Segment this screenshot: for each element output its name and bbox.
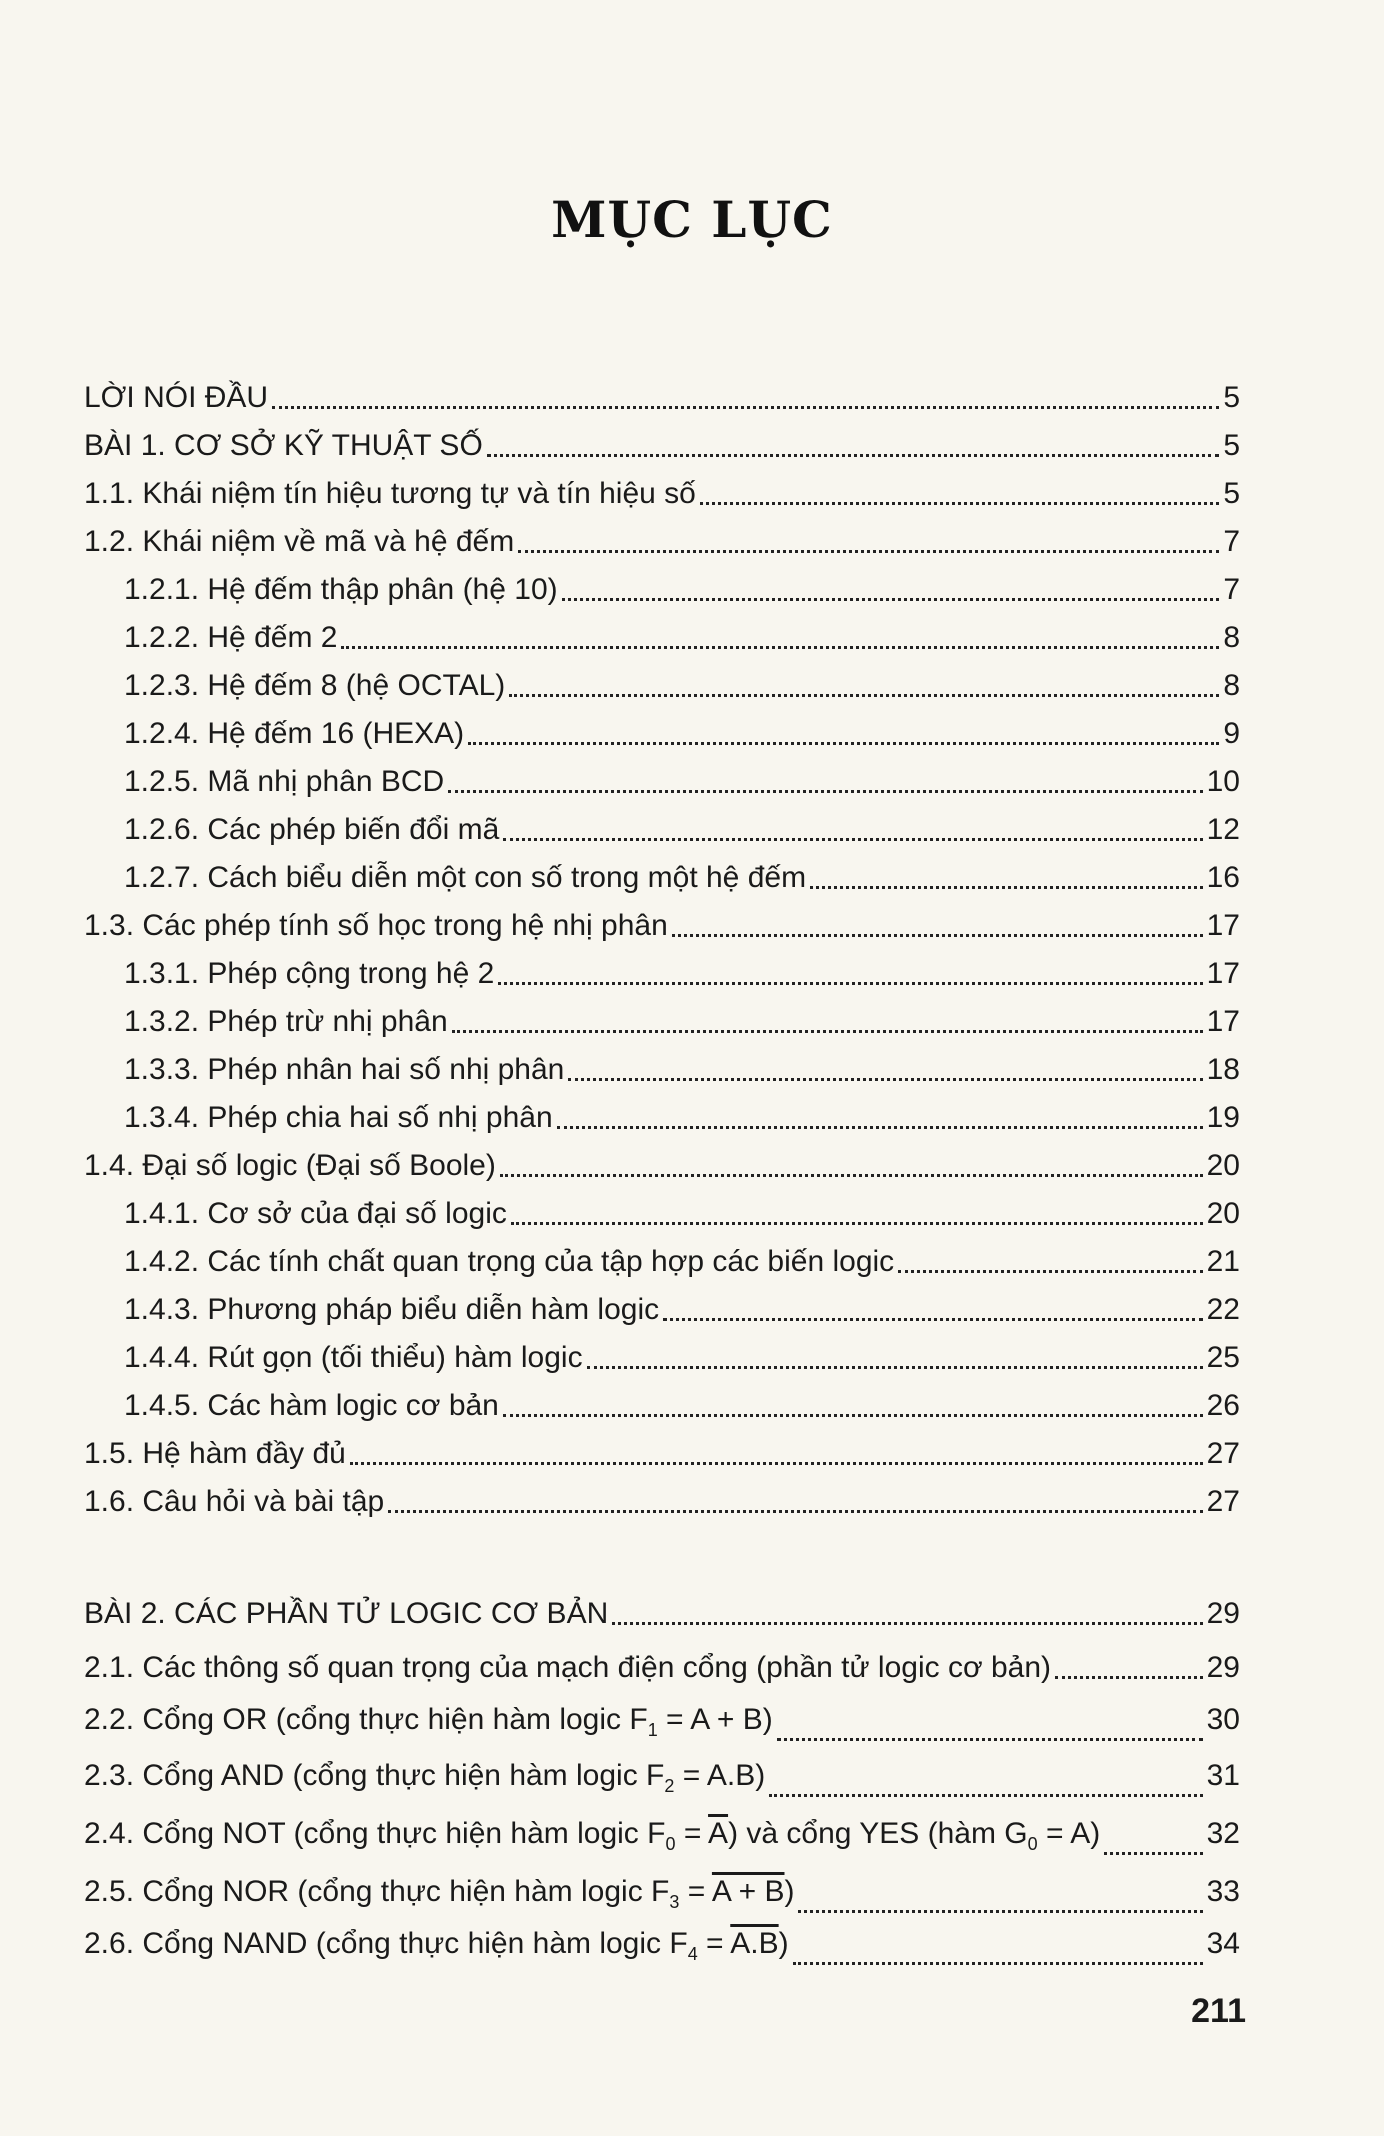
toc-entry-label: 2.5. Cổng NOR (cổng thực hiện hàm logic $F_3 = A + B$) bbox=[84, 1875, 795, 1912]
leader-dots bbox=[341, 645, 1219, 649]
toc-entry bbox=[84, 1146, 1240, 1186]
toc-entry-label: 1.4.3. Phương pháp biểu diễn hàm logic bbox=[124, 1293, 660, 1326]
leader-dots bbox=[798, 1909, 1202, 1913]
toc-entry-page: 26 bbox=[1206, 1389, 1240, 1422]
toc-entry bbox=[84, 1700, 1240, 1750]
overlined-expression: A + B bbox=[711, 1875, 785, 1908]
leader-dots bbox=[518, 549, 1219, 553]
toc-entry-page: 22 bbox=[1206, 1293, 1240, 1326]
toc-entry bbox=[84, 1482, 1240, 1522]
toc-entry-label: 1.6. Câu hỏi và bài tập bbox=[84, 1485, 385, 1518]
toc-entry-label: 1.2.2. Hệ đếm 2 bbox=[124, 621, 338, 654]
toc-entry-label: 2.6. Cổng NAND (cổng thực hiện hàm logic $F_4 = A.B$) bbox=[84, 1927, 789, 1964]
overlined-expression: A.B bbox=[730, 1927, 779, 1960]
toc-entry-page: 31 bbox=[1206, 1759, 1240, 1792]
toc-entry-page: 16 bbox=[1206, 861, 1240, 894]
toc-entry bbox=[84, 1648, 1240, 1688]
toc-entry-page: 25 bbox=[1206, 1341, 1240, 1374]
toc-entry-label: 1.2.3. Hệ đếm 8 (hệ OCTAL) bbox=[124, 669, 506, 702]
leader-dots bbox=[498, 981, 1202, 985]
toc-entry-page: 18 bbox=[1206, 1053, 1240, 1086]
toc-entry-page: 9 bbox=[1223, 717, 1240, 750]
toc-entry bbox=[124, 1002, 1240, 1042]
toc-entry-page: 32 bbox=[1206, 1817, 1240, 1850]
leader-dots bbox=[612, 1621, 1202, 1625]
toc-entry-label: 1.2.5. Mã nhị phân BCD bbox=[124, 765, 445, 798]
toc-entry-page: 12 bbox=[1206, 813, 1240, 846]
toc-entry bbox=[84, 906, 1240, 946]
toc-entry bbox=[124, 1290, 1240, 1330]
leader-dots bbox=[672, 933, 1203, 937]
toc-entry bbox=[124, 714, 1240, 754]
toc-entry-page: 21 bbox=[1206, 1245, 1240, 1278]
toc-entry-page: 17 bbox=[1206, 1005, 1240, 1038]
toc-entry-page: 27 bbox=[1206, 1437, 1240, 1470]
toc-entry bbox=[124, 1338, 1240, 1378]
leader-dots bbox=[503, 837, 1202, 841]
leader-dots bbox=[793, 1961, 1203, 1965]
toc-entry-label: 1.2. Khái niệm về mã và hệ đếm bbox=[84, 525, 515, 558]
toc-entry-label: 1.2.7. Cách biểu diễn một con số trong một hệ đếm bbox=[124, 861, 807, 894]
toc-entry-label: 2.2. Cổng OR (cổng thực hiện hàm logic $F_1 = A + B$) bbox=[84, 1703, 773, 1740]
leader-dots bbox=[562, 597, 1220, 601]
leader-dots bbox=[487, 453, 1220, 457]
leader-dots bbox=[1104, 1851, 1202, 1855]
toc-entry-page: 30 bbox=[1206, 1703, 1240, 1736]
leader-dots bbox=[769, 1793, 1202, 1797]
toc-entry bbox=[84, 1594, 1240, 1634]
leader-dots bbox=[468, 741, 1219, 745]
toc-entry bbox=[84, 426, 1240, 466]
toc-entry-page: 20 bbox=[1206, 1197, 1240, 1230]
leader-dots bbox=[663, 1317, 1203, 1321]
toc-entry bbox=[84, 1434, 1240, 1474]
leader-dots bbox=[388, 1509, 1202, 1513]
toc-entry-page: 29 bbox=[1206, 1651, 1240, 1684]
toc-entry-page: 7 bbox=[1223, 525, 1240, 558]
toc-entry-page: 33 bbox=[1206, 1875, 1240, 1908]
toc-entry bbox=[124, 570, 1240, 610]
toc-entry-label: 1.4. Đại số logic (Đại số Boole) bbox=[84, 1149, 496, 1182]
toc-entry-page: 17 bbox=[1206, 957, 1240, 990]
toc-entry bbox=[124, 858, 1240, 898]
page-number: 211 bbox=[1191, 1992, 1246, 2030]
toc-entry-page: 8 bbox=[1223, 621, 1240, 654]
toc-entry-label: 2.3. Cổng AND (cổng thực hiện hàm logic $F_2 = A.B$) bbox=[84, 1759, 766, 1796]
overlined-expression: $\overline{A}$ bbox=[708, 1817, 729, 1850]
toc-entry bbox=[124, 762, 1240, 802]
toc-entry-label: 1.3. Các phép tính số học trong hệ nhị phân bbox=[84, 909, 668, 942]
toc-entry bbox=[84, 1814, 1240, 1864]
leader-dots bbox=[777, 1737, 1203, 1741]
toc-entry bbox=[84, 522, 1240, 562]
toc-entry bbox=[84, 1924, 1240, 1974]
toc-entry-label: 1.5. Hệ hàm đầy đủ bbox=[84, 1437, 346, 1470]
toc-entry bbox=[84, 378, 1240, 418]
toc-entry-label: 1.1. Khái niệm tín hiệu tương tự và tín hiệu số bbox=[84, 477, 696, 510]
toc-entry-page: 8 bbox=[1223, 669, 1240, 702]
toc-entry-label: 2.4. Cổng NOT (cổng thực hiện hàm logic $F_0 = \overline{A}$) và cổng YES (hàm $G_0 = A$) bbox=[84, 1817, 1101, 1854]
leader-dots bbox=[557, 1125, 1203, 1129]
toc-entry-label: 1.4.2. Các tính chất quan trọng của tập hợp các biến logic bbox=[124, 1245, 895, 1278]
toc-entry-label: 1.3.1. Phép cộng trong hệ 2 bbox=[124, 957, 495, 990]
page-title: MỤC LỤC bbox=[551, 190, 833, 249]
toc-entry-page: 5 bbox=[1223, 477, 1240, 510]
toc-entry-label: 1.4.4. Rút gọn (tối thiểu) hàm logic bbox=[124, 1341, 583, 1374]
toc-entry-label: 2.1. Các thông số quan trọng của mạch điện cổng (phần tử logic cơ bản) bbox=[84, 1651, 1052, 1684]
toc-entry bbox=[84, 1756, 1240, 1806]
toc-entry bbox=[84, 1872, 1240, 1922]
toc-entry-label: BÀI 2. CÁC PHẦN TỬ LOGIC CƠ BẢN bbox=[84, 1597, 609, 1630]
leader-dots bbox=[568, 1077, 1202, 1081]
toc-entry-page: 19 bbox=[1206, 1101, 1240, 1134]
toc-entry bbox=[124, 1050, 1240, 1090]
leader-dots bbox=[587, 1365, 1203, 1369]
toc-entry-label: 1.3.3. Phép nhân hai số nhị phân bbox=[124, 1053, 565, 1086]
toc-entry bbox=[124, 618, 1240, 658]
toc-entry-label: 1.3.2. Phép trừ nhị phân bbox=[124, 1005, 448, 1038]
leader-dots bbox=[500, 1173, 1203, 1177]
leader-dots bbox=[1055, 1675, 1203, 1679]
toc-entry-label: BÀI 1. CƠ SỞ KỸ THUẬT SỐ bbox=[84, 429, 483, 462]
toc-entry-page: 17 bbox=[1206, 909, 1240, 942]
leader-dots bbox=[810, 885, 1203, 889]
toc-entry-page: 5 bbox=[1223, 429, 1240, 462]
toc-entry bbox=[124, 810, 1240, 850]
toc-entry-label: LỜI NÓI ĐẦU bbox=[84, 381, 269, 414]
toc-entry-page: 5 bbox=[1223, 381, 1240, 414]
toc-entry-page: 20 bbox=[1206, 1149, 1240, 1182]
leader-dots bbox=[272, 405, 1219, 409]
leader-dots bbox=[509, 693, 1219, 697]
leader-dots bbox=[448, 789, 1202, 793]
toc-entry-page: 7 bbox=[1223, 573, 1240, 606]
toc-entry bbox=[124, 666, 1240, 706]
toc-entry bbox=[124, 1242, 1240, 1282]
toc-entry bbox=[124, 1194, 1240, 1234]
toc-entry-label: 1.2.1. Hệ đếm thập phân (hệ 10) bbox=[124, 573, 558, 606]
leader-dots bbox=[350, 1461, 1203, 1465]
toc-entry bbox=[124, 1098, 1240, 1138]
toc-entry bbox=[124, 1386, 1240, 1426]
toc-entry-page: 34 bbox=[1206, 1927, 1240, 1960]
toc-entry-label: 1.2.6. Các phép biến đổi mã bbox=[124, 813, 500, 846]
leader-dots bbox=[452, 1029, 1203, 1033]
leader-dots bbox=[700, 501, 1219, 505]
leader-dots bbox=[511, 1221, 1203, 1225]
toc-entry-page: 29 bbox=[1206, 1597, 1240, 1630]
toc-entry-label: 1.4.1. Cơ sở của đại số logic bbox=[124, 1197, 507, 1230]
toc-entry-label: 1.4.5. Các hàm logic cơ bản bbox=[124, 1389, 499, 1422]
toc-entry-page: 10 bbox=[1206, 765, 1240, 798]
toc-entry-label: 1.2.4. Hệ đếm 16 (HEXA) bbox=[124, 717, 465, 750]
toc-entry bbox=[124, 954, 1240, 994]
leader-dots bbox=[898, 1269, 1202, 1273]
leader-dots bbox=[503, 1413, 1203, 1417]
toc-entry-page: 27 bbox=[1206, 1485, 1240, 1518]
toc-entry-label: 1.3.4. Phép chia hai số nhị phân bbox=[124, 1101, 553, 1134]
toc-entry bbox=[84, 474, 1240, 514]
